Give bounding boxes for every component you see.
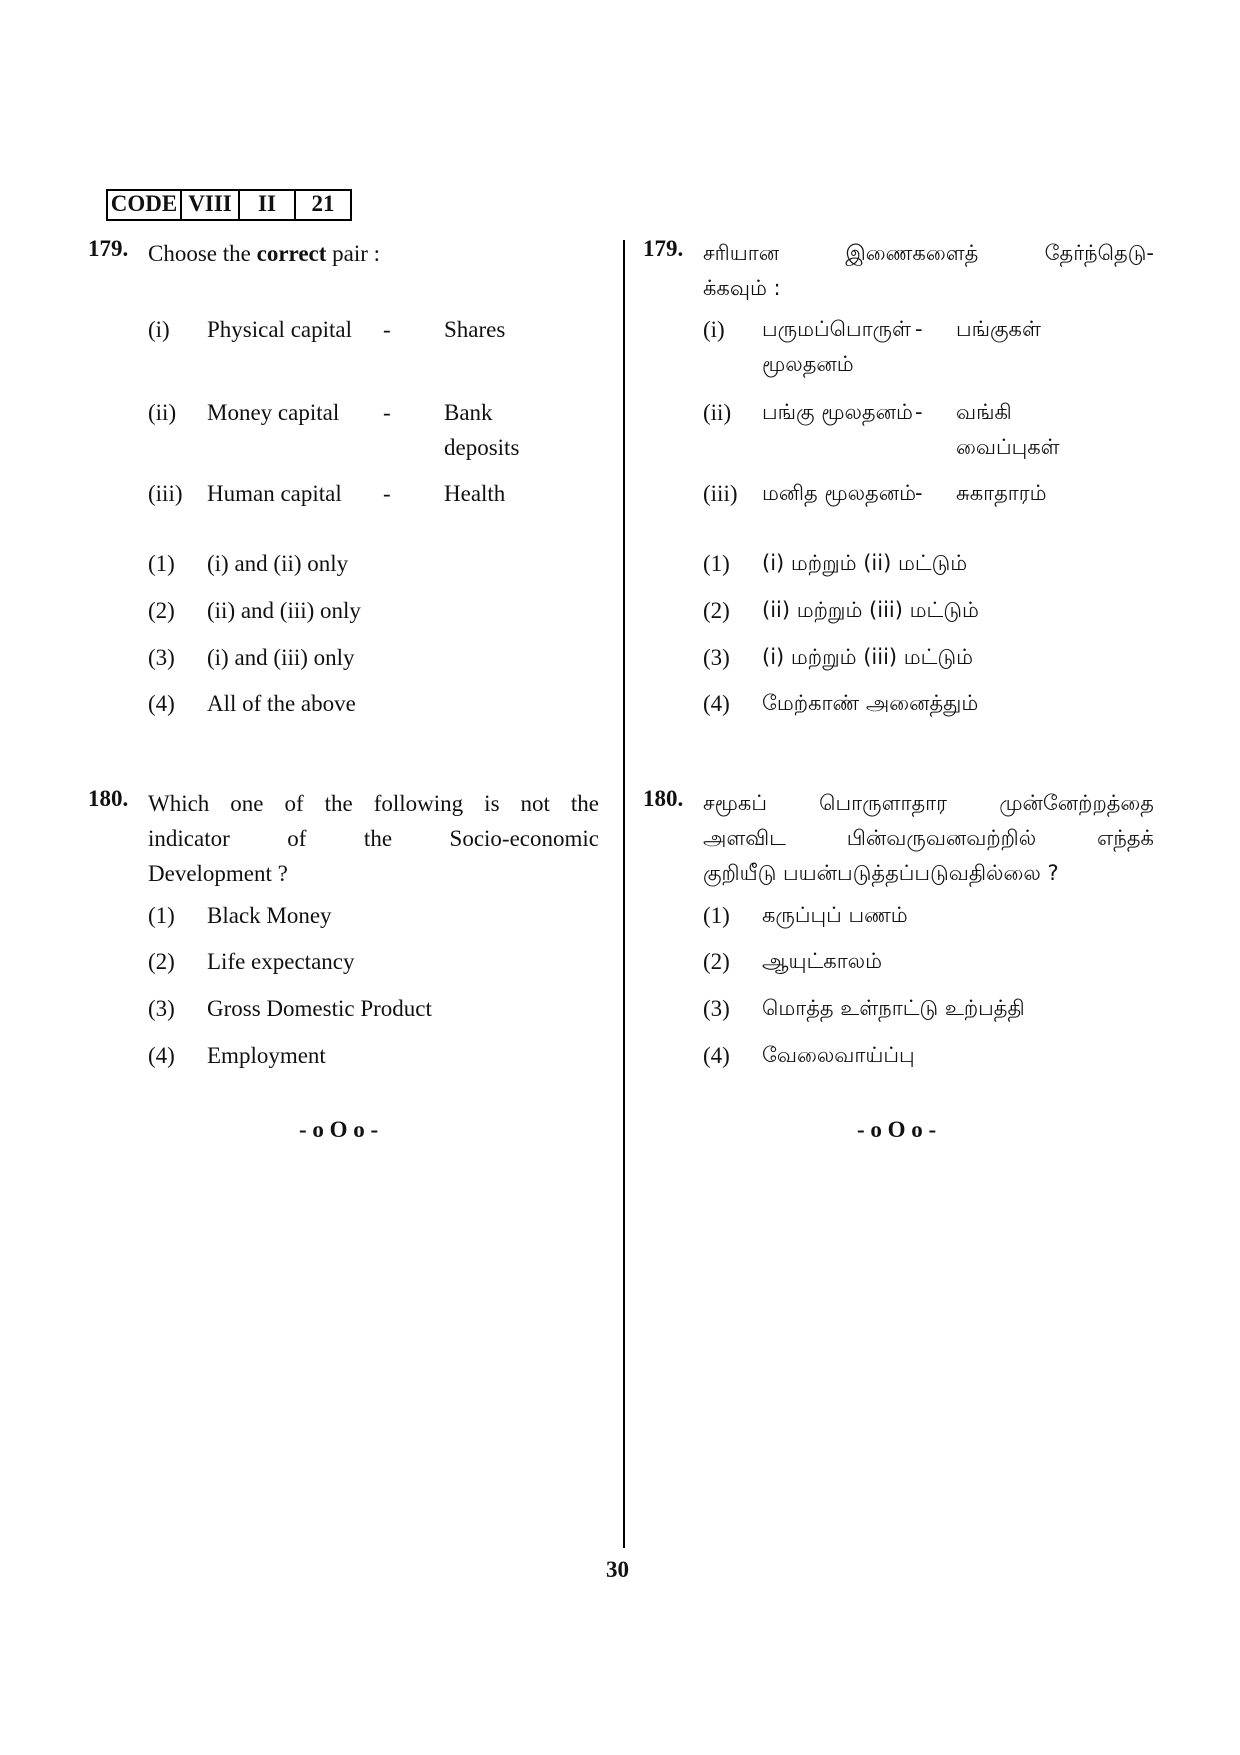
code-box [106,189,352,221]
page-number: 30 [606,1557,629,1582]
code-cell-1: VIII [182,191,240,219]
pair-label: (ii) [148,400,177,425]
tamil-column [643,236,1158,1136]
option-text: Employment [207,1043,326,1068]
question-line: சமூகப் பொருளாதார முன்னேற்றத்தை [703,791,1154,815]
option-label: (3) [703,645,730,670]
code-cell-3: 21 [311,191,335,216]
question-text [703,236,1154,306]
pair-right-line2: வைப்புகள் [956,435,1060,459]
option-label: (2) [148,949,175,974]
option-text: (ii) மற்றும் (iii) மட்டும் [762,598,979,622]
end-mark-english: - o O o - [299,1117,379,1142]
option-label: (4) [148,691,175,716]
pair-dash: - [383,400,391,425]
question-line: க்கவும் : [703,276,781,300]
option-text: கருப்புப் பணம் [762,903,908,927]
question-line: அளவிட பின்வருவனவற்றில் எந்தக் [703,826,1154,850]
option-label: (1) [148,903,175,928]
option-label: (2) [703,949,730,974]
option-text: Gross Domestic Product [207,996,432,1021]
code-cell-2: II [240,191,296,219]
pair-right: பங்குகள் [956,317,1041,341]
pair-left: மனித மூலதனம் [762,481,917,505]
option-label: (3) [148,645,175,670]
question-number: 180. [643,786,684,811]
option-text: மொத்த உள்நாட்டு உற்பத்தி [762,996,1025,1020]
option-label: (1) [148,551,175,576]
option-label: (2) [703,598,730,623]
option-label: (2) [148,598,175,623]
end-mark-tamil: - o O o - [857,1117,937,1142]
pair-dash: - [383,481,391,506]
pair-dash: - [915,400,923,424]
option-text: (i) and (iii) only [207,645,355,670]
pair-right: சுகாதாரம் [956,481,1047,505]
question-text: Choose the correct pair : [148,241,381,266]
option-label: (4) [148,1043,175,1068]
pair-right: Health [444,481,506,506]
option-label: (4) [703,691,730,716]
pair-right-line2: deposits [444,435,520,460]
option-text: (ii) and (iii) only [207,598,361,623]
option-label: (1) [703,903,730,928]
pair-right-line1: வங்கி [956,400,1012,424]
question-number: 180. [88,786,129,811]
question-line: Which one of the following is not the [148,791,599,816]
option-text: Black Money [207,903,332,928]
pair-dash: - [915,481,923,505]
option-text: ஆயுட்காலம் [762,949,883,973]
question-number: 179. [643,236,684,261]
option-text: All of the above [207,691,356,716]
option-label: (4) [703,1043,730,1068]
option-label: (1) [703,551,730,576]
option-text: (i) மற்றும் (iii) மட்டும் [762,645,974,669]
pair-left: பங்கு மூலதனம் [762,400,913,424]
option-text: (i) மற்றும் (ii) மட்டும் [762,551,968,575]
pair-dash: - [915,317,923,341]
option-text: வேலைவாய்ப்பு [762,1043,915,1067]
english-column [88,236,603,1136]
question-text [703,786,1154,891]
pair-label: (iii) [148,481,183,506]
pair-right: Shares [444,317,506,342]
option-text: மேற்காண் அனைத்தும் [762,691,979,715]
pair-label: (i) [148,317,170,342]
question-text [148,786,599,891]
pair-left-line2: மூலதனம் [762,352,854,376]
pair-label: (iii) [703,481,738,506]
question-line: சரியான இணைகளைத் தேர்ந்தெடு- [703,241,1154,265]
option-text: (i) and (ii) only [207,551,349,576]
pair-left-line1: பருமப்பொருள் [762,317,911,341]
question-number: 179. [88,236,129,261]
pair-right-line1: Bank [444,400,493,425]
question-line: குறியீடு பயன்படுத்தப்படுவதில்லை ? [703,861,1059,885]
question-line: Development ? [148,861,288,886]
pair-left: Human capital [207,481,342,506]
pair-dash: - [383,317,391,342]
code-label: CODE [108,191,182,219]
pair-left: Physical capital [207,317,352,342]
pair-label: (i) [703,317,725,342]
option-text: Life expectancy [207,949,355,974]
pair-left: Money capital [207,400,340,425]
column-divider [623,240,625,1548]
pair-label: (ii) [703,400,732,425]
question-line: indicator of the Socio-economic [148,826,599,851]
option-label: (3) [703,996,730,1021]
option-label: (3) [148,996,175,1021]
